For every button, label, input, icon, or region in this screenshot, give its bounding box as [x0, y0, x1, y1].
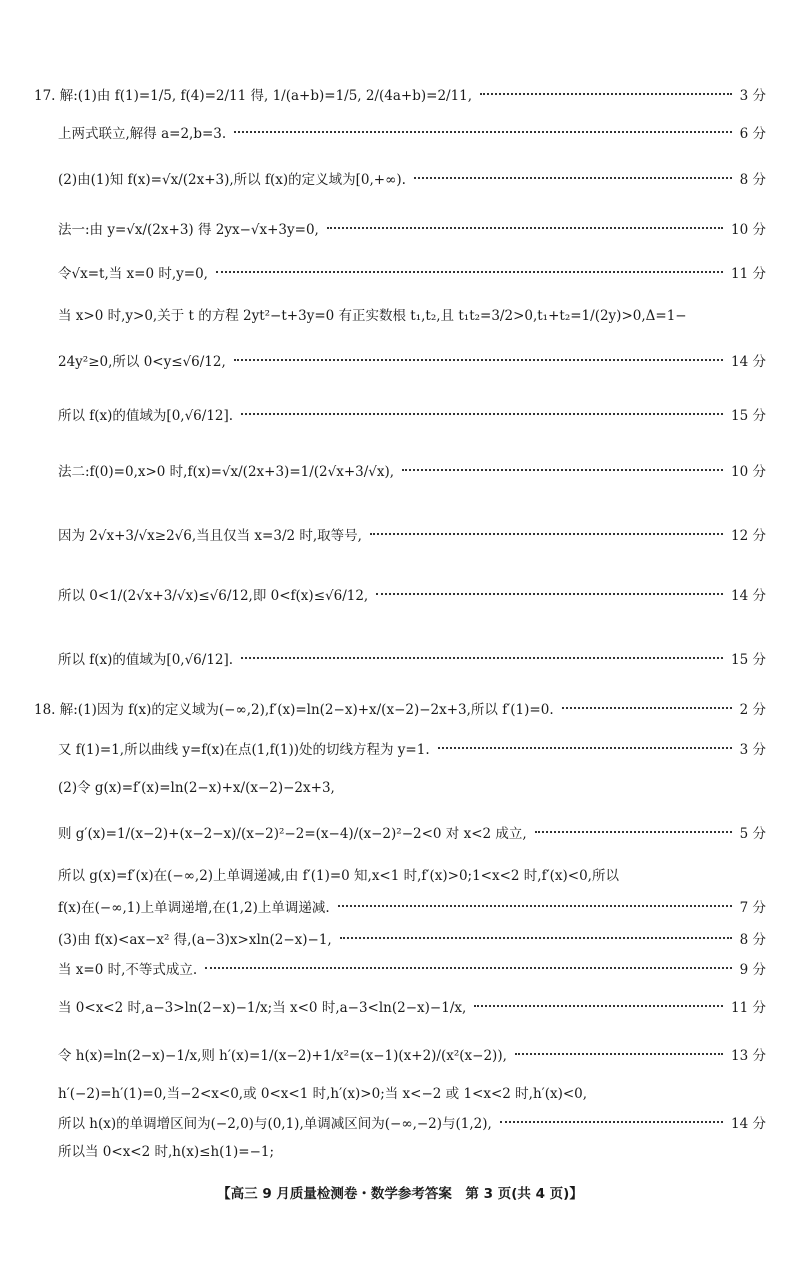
- score: 7 分: [739, 900, 766, 916]
- leader-dots: [480, 93, 732, 95]
- leader-dots: [234, 359, 723, 361]
- line-text: 所以 g(x)=f′(x)在(−∞,2)上单调递减,由 f′(1)=0 知,x<1 时,f′(x)>0;1<x<2 时,f′(x)<0,所以: [58, 868, 619, 884]
- score: 11 分: [731, 266, 766, 282]
- leader-dots: [535, 831, 732, 833]
- leader-dots: [500, 1121, 723, 1123]
- score: 14 分: [731, 354, 766, 370]
- line-text: 又 f(1)=1,所以曲线 y=f(x)在点(1,f(1))处的切线方程为 y=1.: [58, 742, 430, 758]
- score: 5 分: [739, 826, 766, 842]
- line-text: h′(−2)=h′(1)=0,当−2<x<0,或 0<x<1 时,h′(x)>0;当 x<−2 或 1<x<2 时,h′(x)<0,: [58, 1086, 588, 1102]
- leader-dots: [338, 905, 732, 907]
- line-7: [0, 350, 800, 370]
- score: 10 分: [731, 464, 766, 480]
- line-19: [0, 928, 800, 948]
- leader-dots: [370, 533, 723, 535]
- leader-dots: [340, 937, 732, 939]
- line-text: 当 x=0 时,不等式成立.: [58, 962, 198, 978]
- line-24: [0, 1112, 800, 1132]
- line-18: [0, 896, 800, 916]
- line-23: [0, 1082, 800, 1102]
- score: 2 分: [739, 702, 766, 718]
- score: 14 分: [731, 588, 766, 604]
- line-25: [0, 1140, 800, 1160]
- line-text: 法一:由 y=√x/(2x+3) 得 2yx−√x+3y=0,: [58, 222, 319, 238]
- line-text: 令 h(x)=ln(2−x)−1/x,则 h′(x)=1/(x−2)+1/x²=(x−1)(x+2)/(x²(x−2)),: [58, 1048, 507, 1064]
- line-12: [0, 648, 800, 668]
- score: 3 分: [739, 742, 766, 758]
- line-text: 18. 解:(1)因为 f(x)的定义域为(−∞,2),f′(x)=ln(2−x)+x/(x−2)−2x+3,所以 f′(1)=0.: [34, 702, 554, 718]
- line-text: 17. 解:(1)由 f(1)=1/5, f(4)=2/11 得, 1/(a+b)=1/5, 2/(4a+b)=2/11,: [34, 88, 473, 104]
- leader-dots: [414, 177, 732, 179]
- score: 12 分: [731, 528, 766, 544]
- line-text: 令√x=t,当 x=0 时,y=0,: [58, 266, 208, 282]
- leader-dots: [205, 967, 731, 969]
- line-13: [0, 698, 800, 718]
- leader-dots: [241, 657, 723, 659]
- line-text: (3)由 f(x)<ax−x² 得,(a−3)x>xln(2−x)−1,: [58, 932, 332, 948]
- line-20: [0, 958, 800, 978]
- line-3: [0, 168, 800, 188]
- line-17: [0, 864, 800, 884]
- line-text: 所以 f(x)的值域为[0,√6/12].: [58, 652, 234, 668]
- line-22: [0, 1044, 800, 1064]
- leader-dots: [376, 593, 723, 595]
- line-text: 当 x>0 时,y>0,关于 t 的方程 2yt²−t+3y=0 有正实数根 t₁,t₂,且 t₁t₂=3/2>0,t₁+t₂=1/(2y)>0,Δ=1−: [58, 308, 687, 324]
- line-10: [0, 524, 800, 544]
- line-6: [0, 304, 800, 324]
- score: 8 分: [739, 172, 766, 188]
- line-text: 当 0<x<2 时,a−3>ln(2−x)−1/x;当 x<0 时,a−3<ln(2−x)−1/x,: [58, 1000, 467, 1016]
- line-text: 所以当 0<x<2 时,h(x)≤h(1)=−1;: [58, 1144, 275, 1160]
- line-text: 因为 2√x+3/√x≥2√6,当且仅当 x=3/2 时,取等号,: [58, 528, 362, 544]
- score: 11 分: [731, 1000, 766, 1016]
- line-text: 所以 f(x)的值域为[0,√6/12].: [58, 408, 234, 424]
- line-text: 上两式联立,解得 a=2,b=3.: [58, 126, 227, 142]
- score: 15 分: [731, 652, 766, 668]
- line-text: 所以 0<1/(2√x+3/√x)≤√6/12,即 0<f(x)≤√6/12,: [58, 588, 369, 604]
- score: 14 分: [731, 1116, 766, 1132]
- line-21: [0, 996, 800, 1016]
- leader-dots: [515, 1053, 723, 1055]
- line-text: 24y²≥0,所以 0<y≤√6/12,: [58, 354, 226, 370]
- line-2: [0, 122, 800, 142]
- leader-dots: [216, 271, 723, 273]
- line-5: [0, 262, 800, 282]
- line-text: 则 g′(x)=1/(x−2)+(x−2−x)/(x−2)²−2=(x−4)/(x−2)²−2<0 对 x<2 成立,: [58, 826, 527, 842]
- line-text: f(x)在(−∞,1)上单调递增,在(1,2)上单调递减.: [58, 900, 330, 916]
- line-text: (2)令 g(x)=f′(x)=ln(2−x)+x/(x−2)−2x+3,: [58, 780, 335, 796]
- line-4: [0, 218, 800, 238]
- line-11: [0, 584, 800, 604]
- score: 3 分: [739, 88, 766, 104]
- leader-dots: [474, 1005, 723, 1007]
- score: 8 分: [739, 932, 766, 948]
- score: 13 分: [731, 1048, 766, 1064]
- leader-dots: [562, 707, 732, 709]
- leader-dots: [234, 131, 731, 133]
- line-8: [0, 404, 800, 424]
- line-1: [0, 84, 800, 104]
- line-15: [0, 776, 800, 796]
- score: 15 分: [731, 408, 766, 424]
- line-text: 法二:f(0)=0,x>0 时,f(x)=√x/(2x+3)=1/(2√x+3/√x),: [58, 464, 395, 480]
- line-text: 所以 h(x)的单调增区间为(−2,0)与(0,1),单调减区间为(−∞,−2)与(1,2),: [58, 1116, 492, 1132]
- line-14: [0, 738, 800, 758]
- line-text: (2)由(1)知 f(x)=√x/(2x+3),所以 f(x)的定义域为[0,+∞).: [58, 172, 406, 188]
- page-footer: 【高三 9 月质量检测卷・数学参考答案 第 3 页(共 4 页)】: [217, 1186, 583, 1202]
- leader-dots: [241, 413, 723, 415]
- leader-dots: [438, 747, 732, 749]
- leader-dots: [327, 227, 723, 229]
- line-9: [0, 460, 800, 480]
- score: 10 分: [731, 222, 766, 238]
- score: 6 分: [739, 126, 766, 142]
- leader-dots: [402, 469, 723, 471]
- line-16: [0, 822, 800, 842]
- score: 9 分: [739, 962, 766, 978]
